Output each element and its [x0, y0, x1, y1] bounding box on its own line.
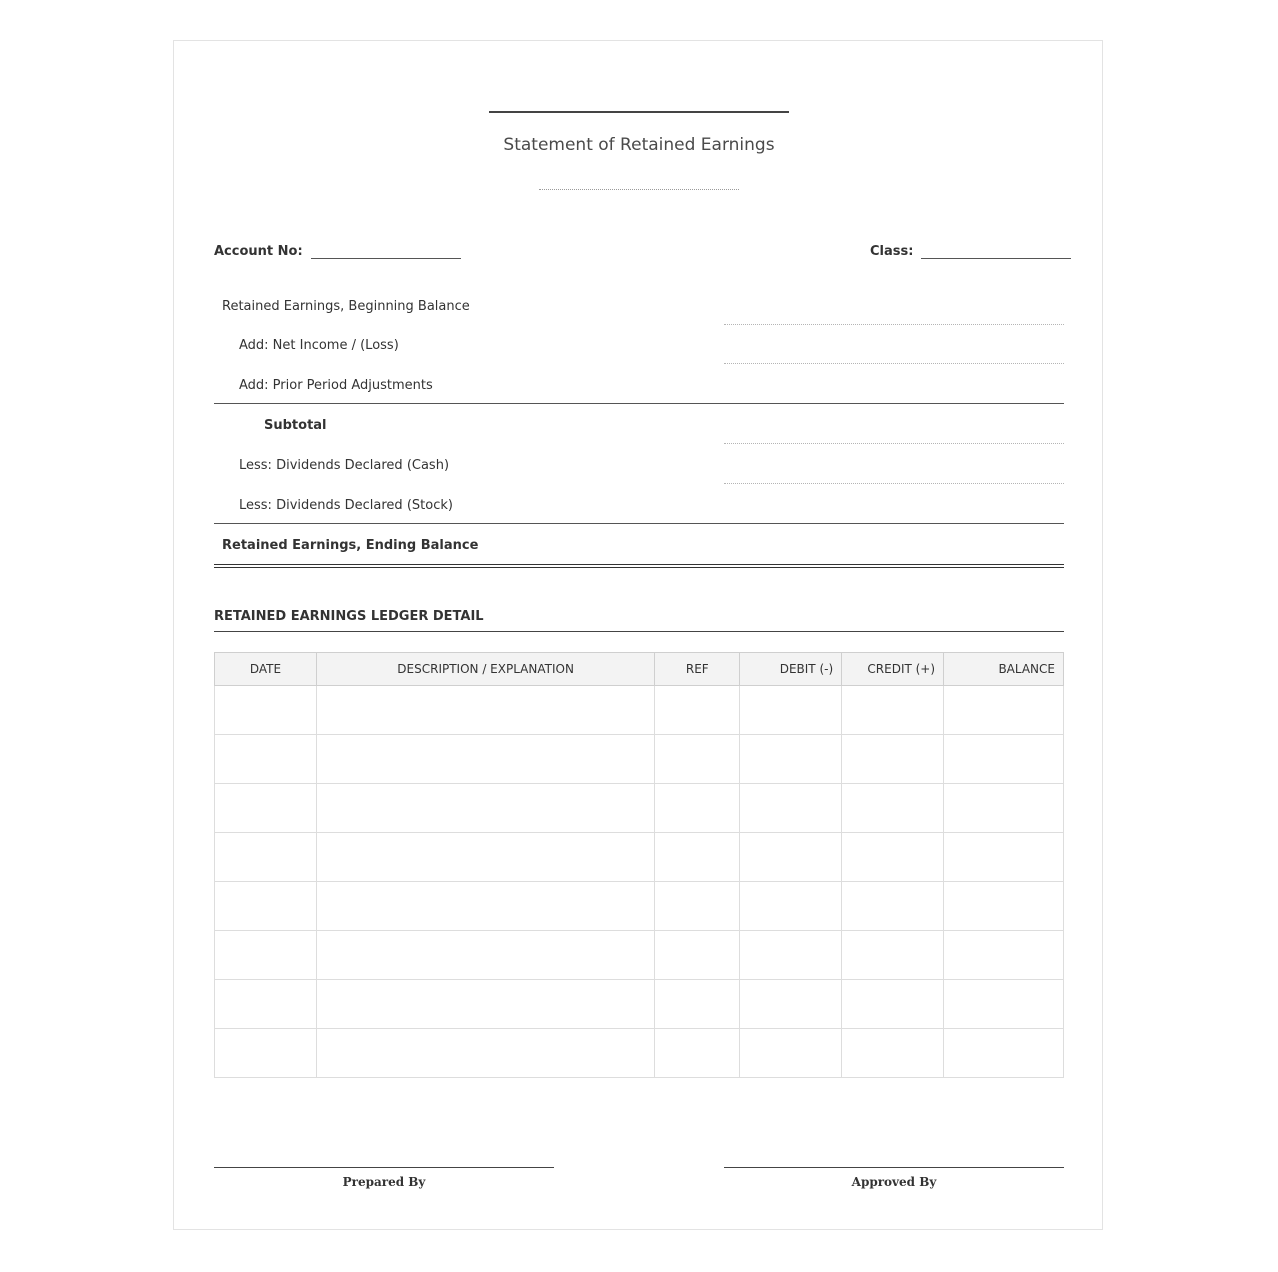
ref-cell[interactable] — [655, 882, 740, 931]
row-subtotal — [214, 404, 1064, 444]
date-cell[interactable] — [215, 980, 317, 1029]
debit-cell[interactable] — [740, 931, 842, 980]
balance-cell[interactable] — [944, 735, 1064, 784]
document-title: Statement of Retained Earnings — [503, 135, 775, 155]
debit-cell[interactable] — [740, 735, 842, 784]
approved-by-signature[interactable]: Approved By — [724, 1167, 1064, 1189]
subtotal-label: Subtotal — [264, 418, 327, 433]
row-ending-balance — [214, 524, 1064, 564]
ref-cell[interactable] — [655, 735, 740, 784]
row-prior-period — [214, 364, 1064, 404]
class-input[interactable] — [921, 242, 1071, 259]
statement-page — [173, 40, 1103, 1230]
balance-cell[interactable] — [944, 931, 1064, 980]
col-debit: DEBIT (-) — [740, 653, 842, 686]
title-rule — [489, 111, 789, 113]
ref-cell[interactable] — [655, 980, 740, 1029]
balance-cell[interactable] — [944, 833, 1064, 882]
row-net-income — [214, 324, 1064, 364]
dividends-cash-label: Less: Dividends Declared (Cash) — [239, 458, 450, 473]
balance-cell[interactable] — [944, 1029, 1064, 1078]
row-dividends-cash — [214, 444, 1064, 484]
ref-cell[interactable] — [655, 784, 740, 833]
table-row — [215, 784, 1064, 833]
table-row — [215, 931, 1064, 980]
credit-cell[interactable] — [842, 980, 944, 1029]
beginning-balance-label: Retained Earnings, Beginning Balance — [222, 299, 470, 314]
table-row — [215, 833, 1064, 882]
date-cell[interactable] — [215, 833, 317, 882]
row-dividends-stock — [214, 484, 1064, 524]
debit-cell[interactable] — [740, 833, 842, 882]
debit-cell[interactable] — [740, 980, 842, 1029]
description-cell[interactable] — [316, 1029, 654, 1078]
balance-cell[interactable] — [944, 784, 1064, 833]
date-cell[interactable] — [215, 882, 317, 931]
prior-period-label: Add: Prior Period Adjustments — [239, 378, 433, 393]
description-cell[interactable] — [316, 833, 654, 882]
table-row — [215, 735, 1064, 784]
ledger-body — [215, 686, 1064, 1078]
ledger-header-row — [215, 653, 1064, 686]
ref-cell[interactable] — [655, 833, 740, 882]
ref-cell[interactable] — [655, 931, 740, 980]
dividends-stock-label: Less: Dividends Declared (Stock) — [239, 498, 453, 513]
ref-cell[interactable] — [655, 1029, 740, 1078]
account-no-field — [214, 237, 461, 259]
credit-cell[interactable] — [842, 882, 944, 931]
credit-cell[interactable] — [842, 931, 944, 980]
ref-cell[interactable] — [655, 686, 740, 735]
row-beginning-balance — [214, 285, 1064, 325]
date-cell[interactable] — [215, 784, 317, 833]
debit-cell[interactable] — [740, 784, 842, 833]
date-cell[interactable] — [215, 1029, 317, 1078]
description-cell[interactable] — [316, 882, 654, 931]
ledger-section-title: RETAINED EARNINGS LEDGER DETAIL — [214, 609, 1064, 632]
description-cell[interactable] — [316, 735, 654, 784]
account-no-input[interactable] — [311, 242, 461, 259]
ledger-table — [214, 652, 1064, 1078]
description-cell[interactable] — [316, 980, 654, 1029]
table-row — [215, 882, 1064, 931]
col-credit: CREDIT (+) — [842, 653, 944, 686]
date-cell[interactable] — [215, 686, 317, 735]
balance-cell[interactable] — [944, 882, 1064, 931]
debit-cell[interactable] — [740, 1029, 842, 1078]
ending-double-rule — [214, 564, 1064, 568]
table-row — [215, 686, 1064, 735]
class-field — [870, 237, 1071, 259]
date-cell[interactable] — [215, 931, 317, 980]
debit-cell[interactable] — [740, 882, 842, 931]
col-ref: REF — [655, 653, 740, 686]
col-date: DATE — [215, 653, 317, 686]
credit-cell[interactable] — [842, 833, 944, 882]
net-income-label: Add: Net Income / (Loss) — [239, 338, 399, 353]
credit-cell[interactable] — [842, 784, 944, 833]
balance-cell[interactable] — [944, 686, 1064, 735]
title-underline — [539, 189, 739, 190]
date-cell[interactable] — [215, 735, 317, 784]
debit-cell[interactable] — [740, 686, 842, 735]
credit-cell[interactable] — [842, 735, 944, 784]
description-cell[interactable] — [316, 784, 654, 833]
class-label: Class: — [870, 244, 914, 259]
table-row — [215, 980, 1064, 1029]
prepared-by-signature[interactable]: Prepared By — [214, 1167, 554, 1189]
credit-cell[interactable] — [842, 686, 944, 735]
table-row — [215, 1029, 1064, 1078]
credit-cell[interactable] — [842, 1029, 944, 1078]
description-cell[interactable] — [316, 931, 654, 980]
col-description: DESCRIPTION / EXPLANATION — [316, 653, 654, 686]
description-cell[interactable] — [316, 686, 654, 735]
account-no-label: Account No: — [214, 244, 303, 259]
ending-balance-label: Retained Earnings, Ending Balance — [222, 538, 479, 553]
balance-cell[interactable] — [944, 980, 1064, 1029]
col-balance: BALANCE — [944, 653, 1064, 686]
